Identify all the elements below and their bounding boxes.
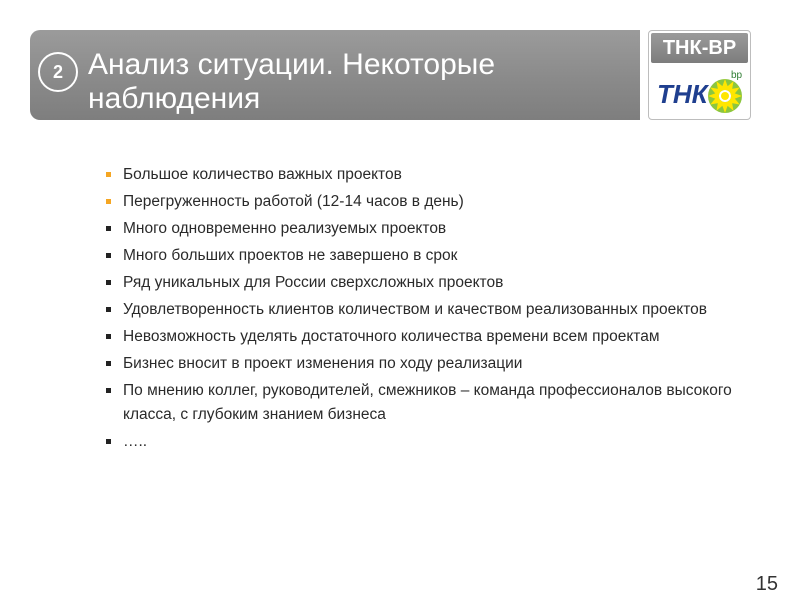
bullet-marker-icon: [106, 307, 111, 312]
bullet-item: [100, 163, 760, 187]
bullet-item: [100, 271, 760, 295]
bullet-item: [100, 190, 760, 214]
page-number: 15: [755, 573, 778, 595]
bullet-marker-icon: [106, 199, 111, 204]
bullet-text: Большое количество важных проектов: [123, 166, 402, 183]
bp-helios-icon: [705, 69, 747, 115]
bullet-text: По мнению коллег, руководителей, смежников – команда профессионалов высокого класса, с глубоким знанием бизнеса: [123, 382, 732, 423]
section-number-badge: 2: [38, 52, 78, 92]
bullet-marker-icon: [106, 172, 111, 177]
bullet-marker-icon: [106, 334, 111, 339]
slide-title: Анализ ситуации. Некоторые наблюдения: [88, 48, 496, 115]
logo-wordmark: ТНК-ВР: [651, 33, 748, 63]
bullet-marker-icon: [106, 361, 111, 366]
bullet-text: Много больших проектов не завершено в срок: [123, 247, 458, 264]
bullet-item: [100, 352, 760, 376]
bullet-item: [100, 325, 760, 349]
bullet-text: Ряд уникальных для России сверхсложных проектов: [123, 274, 504, 291]
bullet-text: Много одновременно реализуемых проектов: [123, 220, 447, 237]
bullet-text: Невозможность уделять достаточного количества времени всем проектам: [123, 328, 660, 345]
bullet-marker-icon: [106, 226, 111, 231]
bullet-marker-icon: [106, 253, 111, 258]
bullet-item: [100, 430, 760, 454]
bullet-list: [100, 163, 760, 457]
bullet-marker-icon: [106, 280, 111, 285]
bullet-text: Удовлетворенность клиентов количеством и качеством реализованных проектов: [123, 301, 708, 318]
bullet-text: Бизнес вносит в проект изменения по ходу реализации: [123, 355, 523, 372]
bullet-marker-icon: [106, 439, 111, 444]
bullet-text: …..: [123, 433, 148, 450]
bullet-marker-icon: [106, 388, 111, 393]
bullet-item: [100, 244, 760, 268]
bullet-item: [100, 298, 760, 322]
bullet-item: [100, 379, 760, 427]
bp-logo-text: bp: [731, 70, 743, 81]
tnk-logo-text: ТНК: [657, 79, 708, 109]
bullet-text: Перегруженность работой (12-14 часов в день): [123, 193, 464, 210]
company-logo: [648, 30, 751, 120]
tnk-logo-icon: [655, 71, 708, 113]
bullet-item: [100, 217, 760, 241]
